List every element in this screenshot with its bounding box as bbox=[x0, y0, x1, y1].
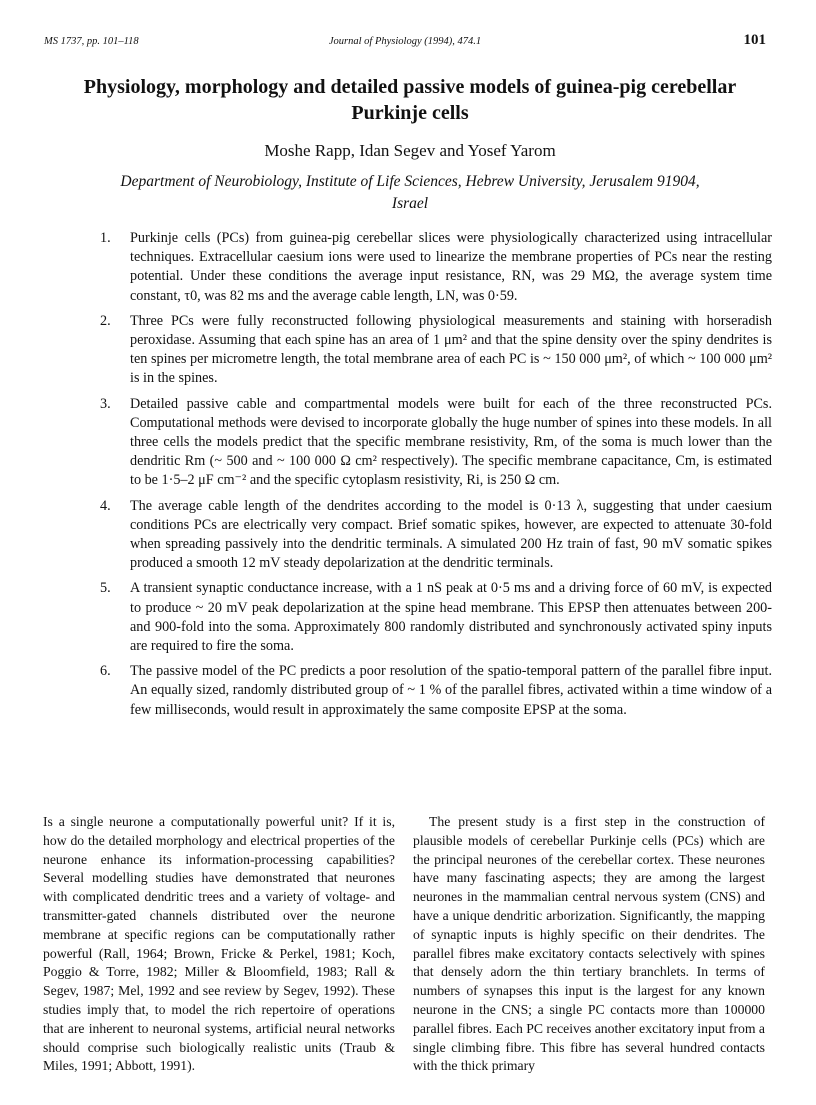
body-left-column: Is a single neurone a computationally powerful unit? If it is, how do the detailed morphology and electrical properties of the neurone enhance its information-processing capabilities? Several modelling studies have demonstrated that neurones with complicated dendritic trees and a variety of voltage- and transmitter-gated channels distributed over the neurone membrane at specific regions can be computationally rather powerful (Rall, 1964; Brown, Fricke & Perkel, 1981; Koch, Poggio & Torre, 1982; Miller & Bloomfield, 1983; Rall & Segev, 1987; Mel, 1992 and see review by Segev, 1992). These studies imply that, to model the rich repertoire of operations that are inherent to neuronal systems, artificial neural networks should comprise such biologically realistic units (Traub & Miles, 1991; Abbott, 1991). bbox=[43, 814, 395, 1074]
summary-item-text: Three PCs were fully reconstructed following physiological measurements and staining with horseradish peroxidase. Assuming that each spine has an area of 1 μm² and that the spine density over the spiny dendrites is ten spines per micrometre length, the total membrane area of each PC is ~ 150 000 μm², of which ~ 100 000 μm² is in the spines. bbox=[130, 312, 772, 387]
summary-item-text: The average cable length of the dendrites according to the model is 0·13 λ, suggesting that under caesium conditions PCs are electrically very compact. Brief somatic spikes, however, are expected to attenuate 30-fold when spreading passively into the dendritic terminals. A simulated 200 Hz train of fast, 90 mV somatic spikes produced a smooth 12 mV steady depolarization at the dendritic terminals. bbox=[130, 497, 772, 572]
summary-item-number: 2. bbox=[100, 312, 111, 329]
author-list: Moshe Rapp, Idan Segev and Yosef Yarom bbox=[264, 141, 556, 160]
summary-item bbox=[100, 497, 772, 574]
summary-item bbox=[100, 579, 772, 656]
summary-list bbox=[100, 229, 772, 726]
summary-item-number: 5. bbox=[100, 580, 111, 597]
running-head bbox=[44, 32, 766, 52]
summary-item-text: Detailed passive cable and compartmental models were built for each of the three reconstructed PCs. Computational methods were devised to incorporate globally the huge number of spines into these models. In all three cells the models predict that the specific membrane resistivity, Rm, of the soma is much lower than the dendritic Rm (~ 500 and ~ 100 000 Ω cm² respectively). The specific membrane capacitance, Cm, is estimated to be 1·5–2 μF cm⁻² and the specific cytoplasm resistivity, Ri, is 250 Ω cm. bbox=[130, 395, 772, 489]
summary-item-number: 6. bbox=[100, 663, 111, 680]
summary-item bbox=[100, 312, 772, 389]
summary-item bbox=[100, 229, 772, 306]
manuscript-id: MS 1737, pp. 101–118 bbox=[44, 36, 139, 47]
summary-item-text: The passive model of the PC predicts a poor resolution of the spatio-temporal pattern of the parallel fibre input. An equally sized, randomly distributed group of ~ 1 % of the parallel fibres, activated within a time window of a few milliseconds, would result in approximately the same composite EPSP at the soma. bbox=[130, 663, 772, 718]
summary-item-number: 4. bbox=[100, 497, 111, 514]
summary-item-text: Purkinje cells (PCs) from guinea-pig cerebellar slices were physiologically characterized using intracellular techniques. Extracellular caesium ions were used to linearize the membrane properties of PCs near the resting potential. Under these conditions the average input resistance, RN, was 29 MΩ, the average system time constant, τ0, was 82 ms and the average cable length, LN, was 0·59. bbox=[130, 230, 772, 304]
summary-item-text: A transient synaptic conductance increase, with a 1 nS peak at 0·5 ms and a driving force of 60 mV, is expected to produce ~ 20 mV peak depolarization at the spine head membrane. This EPSP then attenuates between 200- and 900-fold into the soma. Approximately 800 randomly distributed and synchronously activated spiny inputs are required to fire the soma. bbox=[130, 580, 772, 655]
affiliation: Department of Neurobiology, Institute of Life Sciences, Hebrew University, Jerusalem 91904, Israel bbox=[120, 173, 700, 212]
journal-citation: Journal of Physiology (1994), 474.1 bbox=[328, 36, 482, 47]
page-number: 101 bbox=[743, 32, 766, 48]
article-title: Physiology, morphology and detailed passive models of guinea-pig cerebellar Purkinje cells bbox=[83, 76, 737, 124]
summary-item-number: 1. bbox=[100, 230, 111, 246]
summary-item bbox=[100, 395, 772, 491]
summary-item-number: 3. bbox=[100, 395, 111, 412]
summary-item bbox=[100, 662, 772, 720]
body-right-column: The present study is a first step in the construction of plausible models of cerebellar Purkinje cells (PCs) which are the principal neurones of the cerebellar cortex. These neurones have many fascinating aspects; they are among the largest neurones in the mammalian central nervous system (CNS) and have a unique dendritic arborization. Significantly, the mapping of synaptic inputs is highly specific on their dendrites. The parallel fibres make excitatory contacts selectively with spines that densely adorn the thin tertiary branchlets. In terms of numbers of synapses this input is the largest for any known neurone in the CNS; a single PC contacts more than 100000 parallel fibres. Each PC receives another excitatory input from a single climbing fibre. This fibre has several hundred contacts with the thick primary bbox=[413, 814, 765, 1074]
